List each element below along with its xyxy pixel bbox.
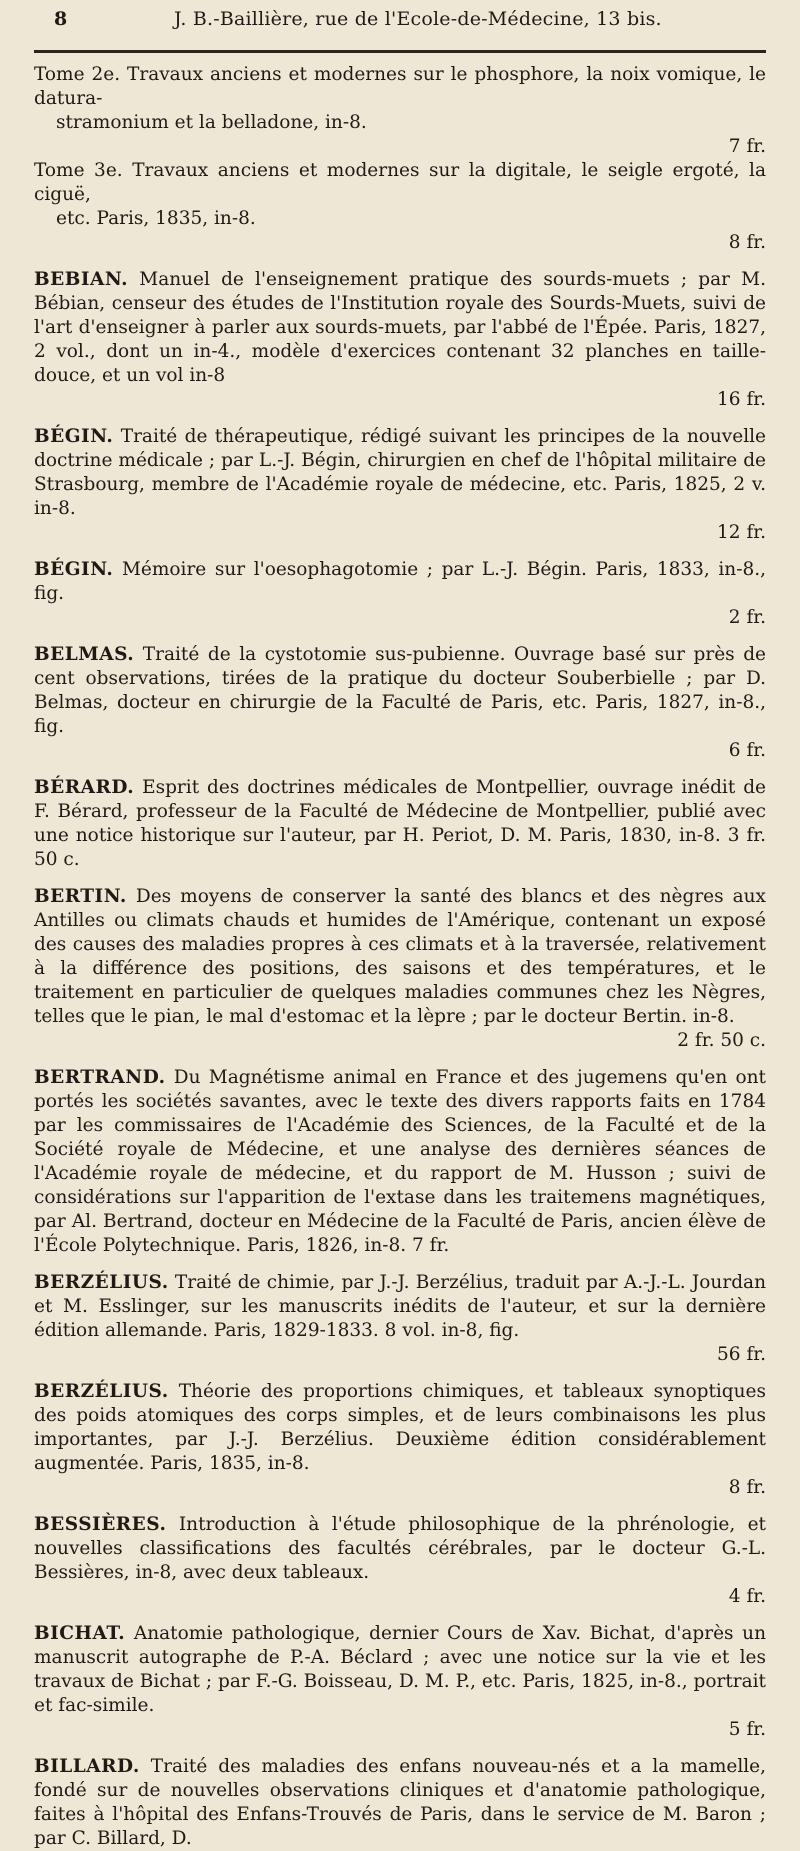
- entry-price: 4 fr.: [728, 1586, 766, 1607]
- entry-author: BEBIAN.: [34, 269, 129, 290]
- entry-price: 12 fr.: [717, 522, 766, 543]
- catalog-entry-bertrand: [34, 1066, 766, 1258]
- entry-text: Mémoire sur l'oesophagotomie ; par L.-J. Bégin. Paris, 1833, in-8., fig.: [34, 559, 767, 604]
- entry-author: BÉGIN.: [34, 426, 114, 447]
- catalog-entry-berzelius-proportions: [34, 1380, 766, 1500]
- entry-price: 6 fr.: [728, 740, 766, 761]
- catalog-entry-tomes: [34, 63, 766, 255]
- entry-price: 16 fr.: [717, 389, 766, 410]
- entry-price: 2 fr. 50 c.: [677, 1030, 766, 1051]
- page-number: 8: [54, 8, 68, 30]
- entry-author: BESSIÈRES.: [34, 1514, 167, 1535]
- entry-line: stramonium et la belladone, in-8.: [56, 112, 367, 133]
- entry-author: BERZÉLIUS.: [34, 1381, 169, 1402]
- entry-author: BICHAT.: [34, 1623, 126, 1644]
- entry-price: 56 fr.: [717, 1344, 766, 1365]
- catalog-entry-bertin: [34, 885, 766, 1053]
- catalog-entry-belmas: [34, 643, 766, 763]
- entry-text: Du Magnétisme animal en France et des jugemens qu'en ont portés les sociétés savantes, avec le texte des divers rapports faits en 1784 par les commissaires de l'Académie des Sciences, de la Faculté et de la Société royale de Médecine, et une analyse des dernières séances de l'Académie royale de médecine, et du rapport de M. Husson ; suivi de considérations sur l'apparition de l'extase dans les traitemens magnétiques, par Al. Bertrand, docteur en Médecine de la Faculté de Paris, ancien élève de l'École Polytechnique. Paris, 1826, in-8. 7 fr.: [34, 1067, 766, 1256]
- entry-author: BÉRARD.: [34, 777, 135, 798]
- catalog-entry-bessieres: [34, 1513, 766, 1609]
- entry-text: Anatomie pathologique, dernier Cours de Xav. Bichat, d'après un manuscrit autographe de P.-A. Béclard ; avec une notice sur la vie et les travaux de Bichat ; par F.-G. Boisseau, D. M. P., etc. Paris, 1825, in-8., portrait et fac-simile.: [34, 1623, 766, 1716]
- entry-text: Théorie des proportions chimiques, et tableaux synoptiques des poids atomiques des corps simples, et de leurs combinaisons les plus importantes, par J.-J. Berzélius. Deuxième édition considérablement augmentée. Paris, 1835, in-8.: [34, 1381, 766, 1474]
- entry-text: Esprit des doctrines médicales de Montpellier, ouvrage inédit de F. Bérard, professeur de la Faculté de Médecine de Montpellier, publié avec une notice historique sur l'auteur, par H. Periot, D. M. Paris, 1830, in-8. 3 fr. 50 c.: [34, 777, 766, 870]
- entry-line: etc. Paris, 1835, in-8.: [56, 208, 256, 229]
- entry-text: Traité des maladies des enfans nouveau-nés et a la mamelle, fondé sur de nouvelles observations cliniques et d'anatomie pathologique, faites à l'hôpital des Enfans-Trouvés de Paris, dans le service de M. Baron ; par C. Billard, D.: [34, 1756, 766, 1849]
- page-header: [34, 8, 766, 48]
- catalog-entry-begin-therapeutique: [34, 425, 766, 545]
- catalog-entry-bebian: [34, 268, 766, 412]
- entry-text: Introduction à l'étude philosophique de la phrénologie, et nouvelles classifications des facultés cérébrales, par le docteur G.-L. Bessières, in-8, avec deux tableaux.: [34, 1514, 766, 1583]
- entry-author: BERTRAND.: [34, 1067, 166, 1088]
- entry-price: 8 fr.: [728, 232, 766, 253]
- entry-price: 7 fr.: [728, 136, 766, 157]
- entry-line: Tome 2e. Travaux anciens et modernes sur le phosphore, la noix vomique, le datura-: [34, 64, 766, 109]
- entry-price: 5 fr.: [728, 1719, 766, 1740]
- entry-text: Traité de la cystotomie sus-pubienne. Ouvrage basé sur près de cent observations, tirées de la pratique du docteur Souberbielle ; par D. Belmas, docteur en chirurgie de la Faculté de Paris, etc. Paris, 1827, in-8., fig.: [34, 644, 766, 737]
- entry-text: Traité de chimie, par J.-J. Berzélius, traduit par A.-J.-L. Jourdan et M. Esslinger, sur les manuscrits inédits de l'auteur, et sur la dernière édition allemande. Paris, 1829-1833. 8 vol. in-8, fig.: [34, 1272, 766, 1341]
- catalog-entry-bichat: [34, 1622, 766, 1742]
- catalog-entry-begin-memoire: [34, 558, 766, 630]
- entry-line: Tome 3e. Travaux anciens et modernes sur la digitale, le seigle ergoté, la ciguë,: [34, 160, 766, 205]
- entry-author: BERZÉLIUS.: [34, 1272, 169, 1293]
- entry-author: BERTIN.: [34, 886, 127, 907]
- entry-author: BELMAS.: [34, 644, 135, 665]
- entry-price: 8 fr.: [728, 1477, 766, 1498]
- entry-price: 2 fr.: [728, 607, 766, 628]
- entry-author: BÉGIN.: [34, 559, 114, 580]
- entry-text: Traité de thérapeutique, rédigé suivant les principes de la nouvelle doctrine médicale ; par L.-J. Bégin, chirurgien en chef de l'hôpital militaire de Strasbourg, membre de l'Académie royale de médecine, etc. Paris, 1825, 2 v. in-8.: [34, 426, 766, 519]
- header-rule: [34, 50, 766, 53]
- entry-text: Des moyens de conserver la santé des blancs et des nègres aux Antilles ou climats chauds et humides de l'Amérique, contenant un exposé des causes des maladies propres à ces climats et à la traversée, relativement à la différence des positions, des saisons et des températures, et le traitement en particulier de quelques maladies communes chez les Nègres, telles que le pian, le mal d'estomac et la lèpre ; par le docteur Bertin. in-8.: [34, 886, 766, 1027]
- entry-text: Manuel de l'enseignement pratique des sourds-muets ; par M. Bébian, censeur des études de l'Institution royale des Sourds-Muets, suivi de l'art d'enseigner à parler aux sourds-muets, par l'abbé de l'Épée. Paris, 1827, 2 vol., dont un in-4., modèle d'exercices contenant 32 planches en taille-douce, et un vol in-8: [34, 269, 766, 386]
- catalog-entry-berard: [34, 776, 766, 872]
- running-head: J. B.-Baillière, rue de l'Ecole-de-Médecine, 13 bis.: [174, 8, 662, 30]
- entry-author: BILLARD.: [34, 1756, 140, 1777]
- catalog-entry-berzelius-chimie: [34, 1271, 766, 1367]
- catalog-entry-billard: [34, 1755, 766, 1851]
